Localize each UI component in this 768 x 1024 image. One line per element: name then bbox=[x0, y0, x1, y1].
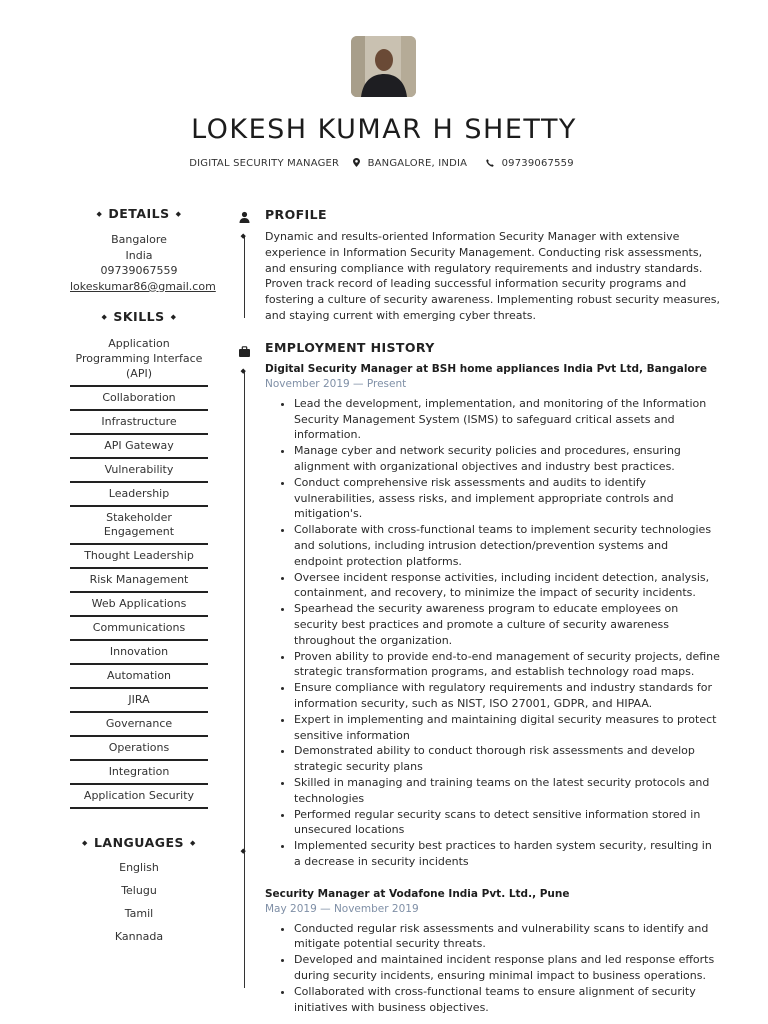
list-item: • Ensure compliance with regulatory requirements and industry standards for information security, such as NIST, ISO 27001, GDPR, and HIPAA. bbox=[294, 680, 720, 712]
timeline-marker: ◆ bbox=[240, 232, 246, 240]
skill-item: JIRA bbox=[70, 689, 208, 713]
skill-item: Risk Management bbox=[70, 569, 208, 593]
list-item: • Performed regular security scans to detect sensitive information stored in unsecured locations bbox=[294, 807, 720, 839]
skill-item: Operations bbox=[70, 737, 208, 761]
job-title: Digital Security Manager at BSH home appliances India Pvt Ltd, Bangalore bbox=[265, 362, 707, 375]
language-item: Telugu bbox=[121, 884, 157, 898]
skill-item: Innovation bbox=[70, 641, 208, 665]
list-item: • Expert in implementing and maintaining digital security measures to protect sensitive information bbox=[294, 712, 720, 744]
job-dates: November 2019 — Present bbox=[265, 377, 407, 390]
details-city: Bangalore bbox=[111, 233, 167, 246]
skill-item: API Gateway bbox=[70, 435, 208, 459]
profile-heading: PROFILE bbox=[265, 207, 327, 222]
skill-item: Stakeholder Engagement bbox=[70, 507, 208, 545]
employment-heading: EMPLOYMENT HISTORY bbox=[265, 339, 435, 355]
timeline-marker: ◆ bbox=[240, 847, 246, 855]
left-column bbox=[70, 205, 216, 948]
language-item: Kannada bbox=[114, 930, 164, 944]
skill-item: Thought Leadership bbox=[70, 545, 208, 569]
skill-item: Communications bbox=[70, 617, 208, 641]
skill-item: Collaboration bbox=[70, 387, 208, 411]
profile-photo bbox=[351, 36, 416, 97]
list-item: • Conducted regular risk assessments and vulnerability scans to identify and mitigate potential security threats. bbox=[294, 921, 720, 953]
details-email[interactable]: lokeskumar86@gmail.com bbox=[70, 279, 216, 293]
skill-item: Application Security bbox=[70, 785, 208, 809]
profile-summary: Dynamic and results-oriented Information Security Manager with extensive experience in Information Security Management. Conducting risk assessments, and ensuring compliance with regulatory requirements and industry standards. Proven track record of leading successful information security programs and fostering a culture of security awareness. Implementing robust security measures, and staying current with emerging cyber threats. bbox=[265, 230, 720, 322]
phone-header: 09739067559 bbox=[486, 158, 579, 169]
job-entry bbox=[265, 362, 720, 870]
header-subline bbox=[0, 158, 768, 169]
job-entry bbox=[265, 887, 720, 1016]
details-phone: 09739067559 bbox=[100, 264, 178, 278]
list-item: • Developed and maintained incident response plans and led response efforts during security incidents, ensuring minimal impact to business operations. bbox=[294, 952, 720, 984]
list-item: • Oversee incident response activities, including incident detection, analysis, containment, and recovery, to minimize the impact of security incidents. bbox=[294, 570, 720, 602]
details-country: India bbox=[125, 248, 153, 262]
skill-item: Automation bbox=[70, 665, 208, 689]
list-item: • Implemented security best practices to harden system security, resulting in a decrease in security incidents bbox=[294, 838, 720, 870]
list-item: • Skilled in managing and training teams on the latest security protocols and technologies bbox=[294, 775, 720, 807]
skill-item: Infrastructure bbox=[70, 411, 208, 435]
profile-timeline-line bbox=[244, 236, 245, 318]
list-item: • Lead the development, implementation, and monitoring of the Information Security Management System (ISMS) to safeguard critical assets and information. bbox=[294, 396, 720, 443]
location-header: BANGALORE, INDIA bbox=[353, 158, 473, 169]
timeline-marker: ◆ bbox=[240, 367, 246, 375]
right-column bbox=[265, 205, 720, 1015]
list-item: • Proven ability to provide end-to-end management of security projects, define strategic transformation programs, and establish technology road maps. bbox=[294, 649, 720, 681]
job-dates: May 2019 — November 2019 bbox=[265, 902, 419, 915]
details-heading: ◆ DETAILS ◆ bbox=[96, 206, 182, 221]
briefcase-icon bbox=[238, 345, 251, 358]
languages-section bbox=[70, 834, 208, 948]
job-bullets bbox=[265, 396, 720, 870]
languages-heading: ◆ LANGUAGES ◆ bbox=[82, 835, 196, 851]
skill-item: Integration bbox=[70, 761, 208, 785]
person-icon bbox=[238, 211, 251, 224]
skill-item: Vulnerability bbox=[70, 459, 208, 483]
job-title-header: DIGITAL SECURITY MANAGER bbox=[189, 158, 340, 169]
list-item: • Conduct comprehensive risk assessments and audits to identify vulnerabilities, assess risks, and implement appropriate controls and mitigation's. bbox=[294, 475, 720, 522]
skill-item: Governance bbox=[70, 713, 208, 737]
skill-item: Leadership bbox=[70, 483, 208, 507]
skill-item: Application Programming Interface (API) bbox=[70, 332, 208, 387]
list-item: • Collaborate with cross-functional teams to implement security technologies and solutions, including intrusion detection/prevention systems and endpoint protection platforms. bbox=[294, 522, 720, 569]
job-bullets bbox=[265, 921, 720, 1016]
details-section bbox=[70, 205, 216, 294]
list-item: • Spearhead the security awareness program to educate employees on security best practices and promote a culture of security awareness throughout the organization. bbox=[294, 601, 720, 648]
candidate-name: LOKESH KUMAR H SHETTY bbox=[191, 114, 577, 145]
language-item: English bbox=[119, 861, 159, 875]
employment-timeline-line bbox=[244, 372, 245, 988]
language-item: Tamil bbox=[124, 907, 154, 921]
list-item: • Manage cyber and network security policies and procedures, ensuring alignment with organizational objectives and industry best practices. bbox=[294, 443, 720, 475]
list-item: • Collaborated with cross-functional teams to ensure alignment of security initiatives with business objectives. bbox=[294, 984, 720, 1016]
list-item: • Demonstrated ability to conduct thorough risk assessments and develop strategic security plans bbox=[294, 743, 720, 775]
job-title: Security Manager at Vodafone India Pvt. Ltd., Pune bbox=[265, 887, 570, 900]
location-pin-icon bbox=[353, 158, 360, 167]
skills-section bbox=[70, 308, 208, 809]
skill-item: Web Applications bbox=[70, 593, 208, 617]
phone-icon bbox=[486, 159, 494, 167]
skills-heading: ◆ SKILLS ◆ bbox=[101, 309, 177, 325]
